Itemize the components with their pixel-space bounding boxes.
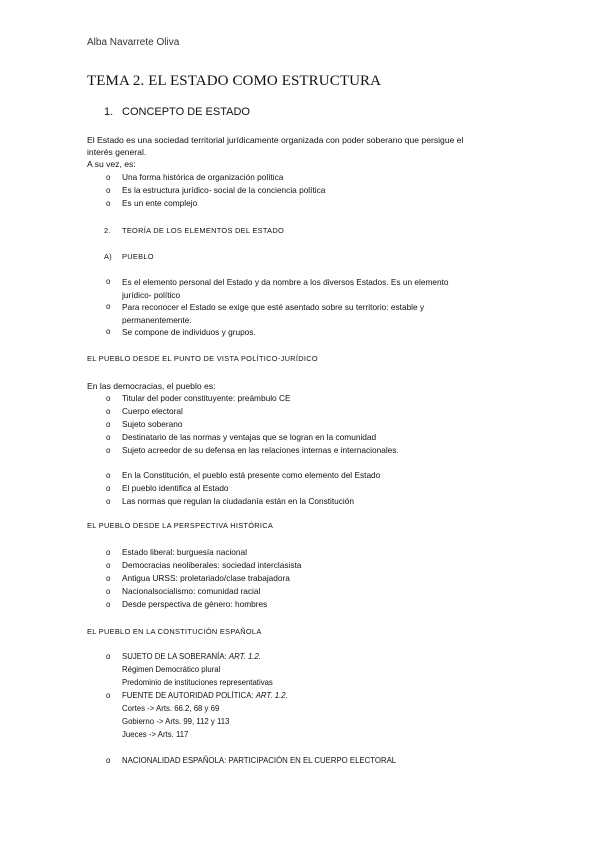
list-item: o Nacionalsocialismo: comunidad racial bbox=[106, 586, 261, 596]
bullet-icon: o bbox=[106, 691, 111, 700]
article-ref: ART. 1.2. bbox=[228, 652, 261, 661]
list-item: o Se compone de individuos y grupos. bbox=[106, 327, 256, 337]
list-item: o Una forma histórica de organización política bbox=[106, 172, 284, 182]
bullet-icon: o bbox=[106, 186, 111, 195]
subsection-heading-pueblo bbox=[104, 252, 154, 261]
intro-line-3: A su vez, es: bbox=[87, 159, 136, 169]
ce-nacionalidad-item: o NACIONALIDAD ESPAÑOLA: PARTICIPACIÓN EN EL CUERPO ELECTORAL bbox=[106, 756, 397, 765]
ce-soberania-label: SUJETO DE LA SOBERANÍA: bbox=[122, 652, 229, 661]
bullet-icon: o bbox=[106, 561, 111, 570]
bullet-icon: o bbox=[106, 173, 111, 182]
list-item: o Las normas que regulan la ciudadanía están en la Constitución bbox=[106, 496, 355, 506]
list-item: o Democracias neoliberales: sociedad interclasista bbox=[106, 560, 302, 570]
list-item: o Desde perspectiva de género: hombres bbox=[106, 599, 268, 609]
section-number: 2. bbox=[104, 226, 111, 235]
list-item: o SUJETO DE LA SOBERANÍA: ART. 1.2. Régimen Democrático plural Predominio de instituciones representativas bbox=[106, 652, 273, 687]
democracias-list bbox=[106, 392, 399, 457]
bullet-icon: o bbox=[106, 394, 111, 403]
bullet-icon: o bbox=[106, 407, 111, 416]
list-item: o Sujeto acreedor de su defensa en las relaciones internas e internacionales. bbox=[106, 445, 399, 455]
document-title: TEMA 2. EL ESTADO COMO ESTRUCTURA bbox=[87, 73, 382, 89]
list-item: o FUENTE DE AUTORIDAD POLÍTICA: ART. 1.2. Cortes -> Arts. 66.2, 68 y 69 Gobierno -> Arts. 99, 112 y 113 Jueces -> Arts. 117 bbox=[106, 691, 288, 739]
list-item: o Destinatario de las normas y ventajas que se logran en la comunidad bbox=[106, 432, 377, 442]
pueblo-list bbox=[106, 276, 449, 339]
section-label: CONCEPTO DE ESTADO bbox=[122, 106, 250, 118]
constitucion-list bbox=[106, 469, 381, 508]
list-item: o Es el elemento personal del Estado y da nombre a los diversos Estados. Es un elemento jurídico- político bbox=[106, 277, 449, 300]
bullet-icon: o bbox=[106, 587, 111, 596]
concept-list bbox=[106, 171, 326, 210]
section-heading-concepto bbox=[104, 106, 250, 118]
heading-politico-juridico: EL PUEBLO DESDE EL PUNTO DE VISTA POLÍTICO-JURÍDICO bbox=[87, 354, 318, 363]
bullet-icon: o bbox=[106, 652, 111, 661]
list-item: o Cuerpo electoral bbox=[106, 406, 183, 416]
list-item: o Estado liberal: burguesía nacional bbox=[106, 547, 247, 557]
bullet-icon: o bbox=[106, 756, 111, 765]
list-item: o Es la estructura jurídico- social de la conciencia política bbox=[106, 185, 326, 195]
democracias-intro: En las democracias, el pueblo es: bbox=[87, 381, 216, 391]
subsection-label: PUEBLO bbox=[122, 252, 154, 261]
subsection-letter: A) bbox=[104, 252, 112, 261]
list-item: o El pueblo identifica al Estado bbox=[106, 483, 229, 493]
section-label: TEORÍA DE LOS ELEMENTOS DEL ESTADO bbox=[122, 226, 285, 235]
bullet-icon: o bbox=[106, 446, 111, 455]
intro-line-1: El Estado es una sociedad territorial jurídicamente organizada con poder soberano que persigue el bbox=[87, 135, 464, 145]
historica-list bbox=[106, 546, 302, 611]
bullet-icon: o bbox=[106, 302, 111, 311]
bullet-icon: o bbox=[106, 548, 111, 557]
section-number: 1. bbox=[104, 106, 114, 118]
heading-perspectiva-historica: EL PUEBLO DESDE LA PERSPECTIVA HISTÓRICA bbox=[87, 521, 274, 530]
list-item: o Sujeto soberano bbox=[106, 419, 183, 429]
list-item: o Antigua URSS: proletariado/clase trabajadora bbox=[106, 573, 290, 583]
list-item: o Para reconocer el Estado se exige que esté asentado sobre su territorio: estable y permanentemente. bbox=[106, 302, 425, 325]
bullet-icon: o bbox=[106, 433, 111, 442]
list-item: o Es un ente complejo bbox=[106, 198, 198, 208]
bullet-icon: o bbox=[106, 600, 111, 609]
bullet-icon: o bbox=[106, 277, 111, 286]
ce-autoridad-label: FUENTE DE AUTORIDAD POLÍTICA: bbox=[122, 691, 256, 700]
bullet-icon: o bbox=[106, 574, 111, 583]
article-ref: ART. 1.2. bbox=[255, 691, 288, 700]
list-item: o En la Constitución, el pueblo está presente como elemento del Estado bbox=[106, 470, 381, 480]
bullet-icon: o bbox=[106, 497, 111, 506]
heading-constitucion-espanola: EL PUEBLO EN LA CONSTITUCIÓN ESPAÑOLA bbox=[87, 627, 262, 636]
author-header: Alba Navarrete Oliva bbox=[87, 37, 180, 48]
section-heading-teoria bbox=[104, 226, 284, 235]
bullet-icon: o bbox=[106, 199, 111, 208]
bullet-icon: o bbox=[106, 327, 111, 336]
bullet-icon: o bbox=[106, 471, 111, 480]
bullet-icon: o bbox=[106, 420, 111, 429]
list-item: o Titular del poder constituyente: preámbulo CE bbox=[106, 393, 291, 403]
intro-line-2: interés general. bbox=[87, 147, 147, 157]
ce-list bbox=[106, 650, 288, 741]
bullet-icon: o bbox=[106, 484, 111, 493]
